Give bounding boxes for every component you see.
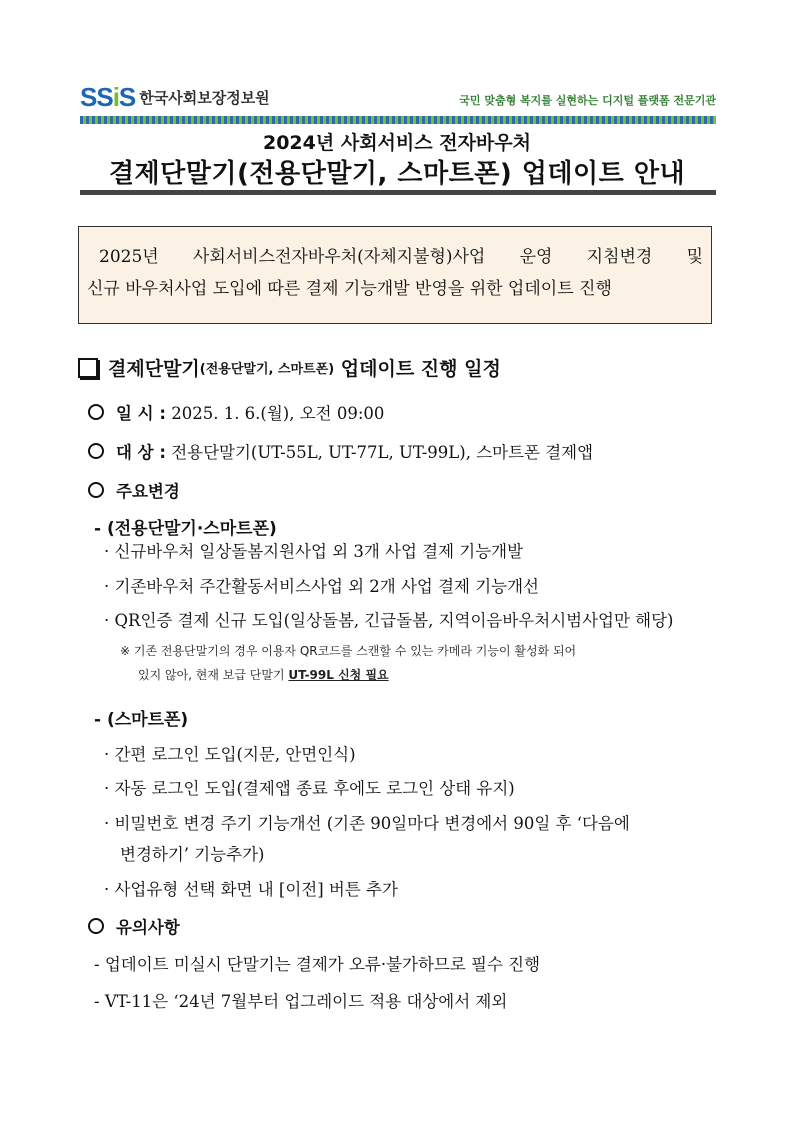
organization-name: 한국사회보장정보원: [139, 89, 270, 107]
section-title-small: (전용단말기, 스마트폰): [199, 362, 335, 377]
document-title: 결제단말기(전용단말기, 스마트폰) 업데이트 안내: [108, 159, 686, 189]
caution-item: - VT-11은 ‘24년 7월부터 업그레이드 적용 대상에서 제외: [94, 992, 508, 1011]
summary-line-2: 신규 바우처사업 도입에 따른 결제 기능개발 반영을 위한 업데이트 진행: [87, 279, 612, 299]
section-heading: [78, 354, 501, 381]
smartphone-item: · 비밀번호 변경 주기 기능개선 (기존 90일마다 변경에서 90일 후 ‘다음에: [104, 814, 630, 833]
note-text: 있지 않아, 현재 보급 단말기: [138, 668, 289, 682]
summary-line-1: 2025년 사회서비스전자바우처(자체지불형)사업 운영 지침변경 및: [99, 247, 703, 267]
section-title-main: 결제단말기: [108, 358, 200, 380]
circle-bullet-icon: [88, 482, 104, 498]
date-value: 2025. 1. 6.(월), 오전 09:00: [165, 404, 385, 423]
ssis-logo-mark: SSiS: [80, 82, 136, 112]
smartphone-item: · 사업유형 선택 화면 내 [이전] 버튼 추가: [104, 880, 398, 899]
smartphone-item: · 간편 로그인 도입(지문, 안면인식): [104, 745, 356, 764]
caution-item: - 업데이트 미실시 단말기는 결제가 오류·불가하므로 필수 진행: [94, 955, 541, 974]
checkbox-square-icon: [78, 358, 98, 378]
section-title-rest: 업데이트 진행 일정: [334, 358, 501, 380]
header-stripe-divider: [80, 116, 716, 124]
target-label: 대 상 :: [116, 443, 166, 462]
cautions-label: 유의사항: [116, 918, 180, 937]
circle-bullet-icon: [88, 918, 104, 934]
smartphone-item-continuation: 변경하기’ 기능추가): [120, 845, 265, 864]
terminal-item: · 기존바우처 주간활동서비스사업 외 2개 사업 결제 기능개선: [104, 577, 539, 596]
smartphone-item: · 자동 로그인 도입(결제앱 종료 후에도 로그인 상태 유지): [104, 779, 515, 798]
organization-logo: [80, 82, 270, 113]
circle-bullet-icon: [88, 404, 104, 420]
changes-label: 주요변경: [116, 482, 180, 501]
cautions-row: [88, 914, 180, 938]
date-label: 일 시 :: [116, 404, 166, 423]
schedule-target-row: [88, 439, 593, 463]
terminal-item: · 신규바우처 일상돌봄지원사업 외 3개 사업 결제 기능개발: [104, 542, 524, 561]
circle-bullet-icon: [88, 443, 104, 459]
terminal-note-line-2: [138, 666, 389, 683]
smartphone-heading: - (스마트폰): [94, 710, 189, 730]
title-divider: [80, 190, 716, 195]
terminal-heading: - (전용단말기·스마트폰): [94, 519, 277, 539]
terminal-item: · QR인증 결제 신규 도입(일상돌봄, 긴급돌봄, 지역이음바우처시범사업만 해당): [104, 611, 674, 630]
summary-box: [78, 226, 712, 324]
changes-row: [88, 478, 180, 502]
target-value: 전용단말기(UT-55L, UT-77L, UT-99L), 스마트폰 결제앱: [165, 443, 594, 462]
note-emphasis: UT-99L 신청 필요: [288, 668, 389, 682]
terminal-note-line-1: ※ 기존 전용단말기의 경우 이용자 QR코드를 스캔할 수 있는 카메라 기능이 활성화 되어: [120, 644, 577, 658]
slogan: 국민 맞춤형 복지를 실현하는 디지털 플랫폼 전문기관: [459, 94, 716, 107]
schedule-date-row: [88, 400, 384, 424]
document-subtitle: 2024년 사회서비스 전자바우처: [262, 132, 531, 154]
